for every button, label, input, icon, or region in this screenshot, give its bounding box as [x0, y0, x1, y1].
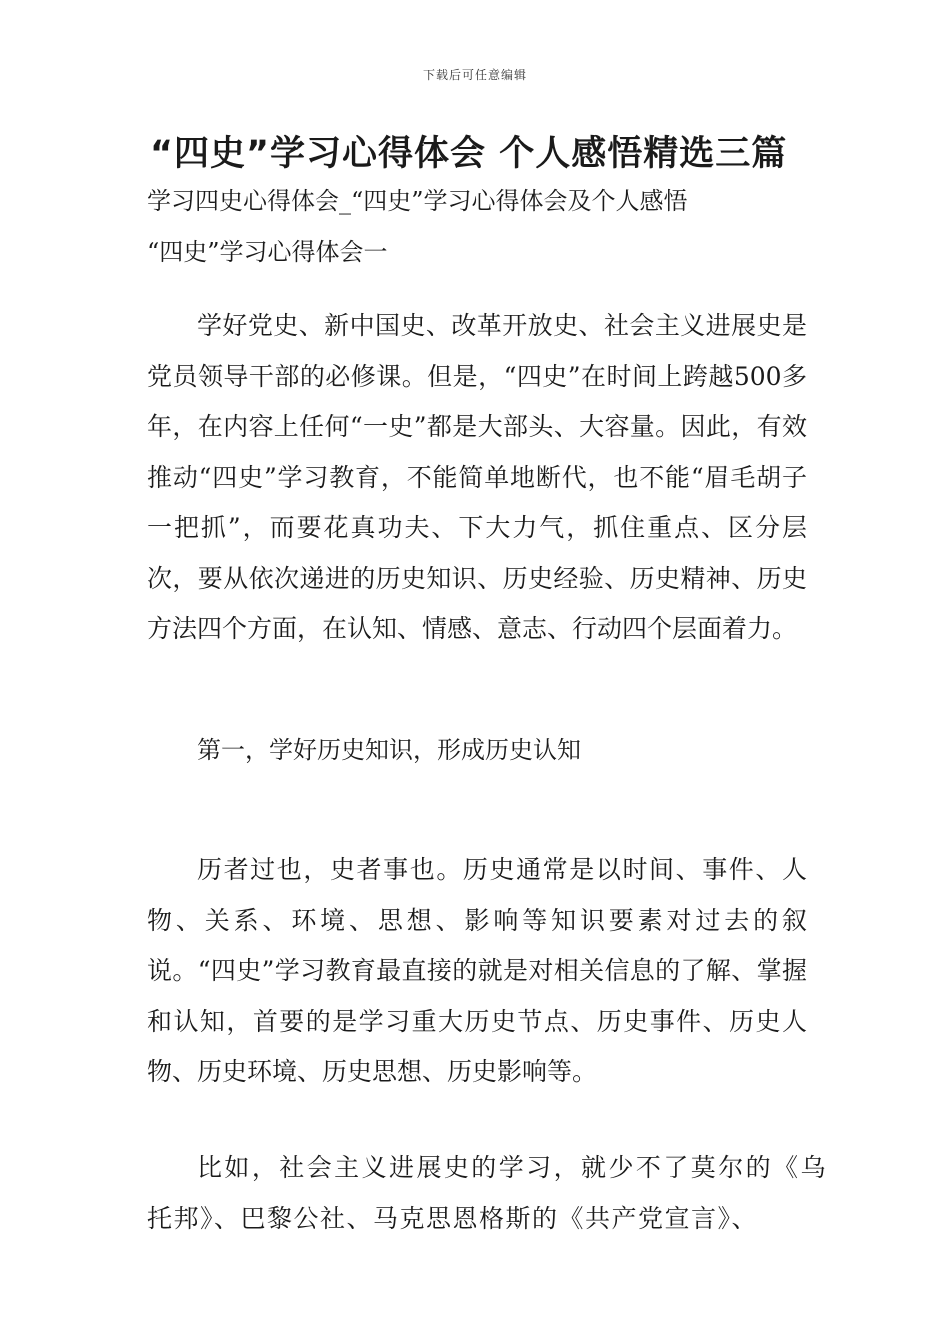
paragraph-3: 比如，社会主义进展史的学习，就少不了莫尔的《乌托邦》、巴黎公社、马克思恩格斯的《共产党宣言》、 [147, 1153, 827, 1233]
section-title: “四史”学习心得体会一 [147, 238, 388, 266]
paragraph-1: 学好党史、新中国史、改革开放史、社会主义进展史是党员领导干部的必修课。但是，“四史”在时间上跨越500多年，在内容上任何“一史”都是大部头、大容量。因此，有效推动“四史”学习教育，不能简单地断代，也不能“眉毛胡子一把抓”，而要花真功夫、下大力气，抓住重点、区分层次，要从依次递进的历史知识、历史经验、历史精神、历史方法四个方面，在认知、情感、意志、行动四个层面着力。 [147, 311, 807, 643]
document-subtitle: 学习四史心得体会_“四史”学习心得体会及个人感悟 [147, 187, 688, 215]
paragraph-2: 历者过也，史者事也。历史通常是以时间、事件、人物、关系、环境、思想、影响等知识要素对过去的叙说。“四史”学习教育最直接的就是对相关信息的了解、掌握和认知，首要的是学习重大历史节点、历史事件、历史人物、历史环境、历史思想、历史影响等。 [147, 855, 807, 1086]
heading-first: 第一，学好历史知识，形成历史认知 [197, 736, 581, 764]
document-title: “四史”学习心得体会 个人感悟精选三篇 [150, 134, 788, 174]
header-note: 下载后可任意编辑 [422, 68, 527, 82]
